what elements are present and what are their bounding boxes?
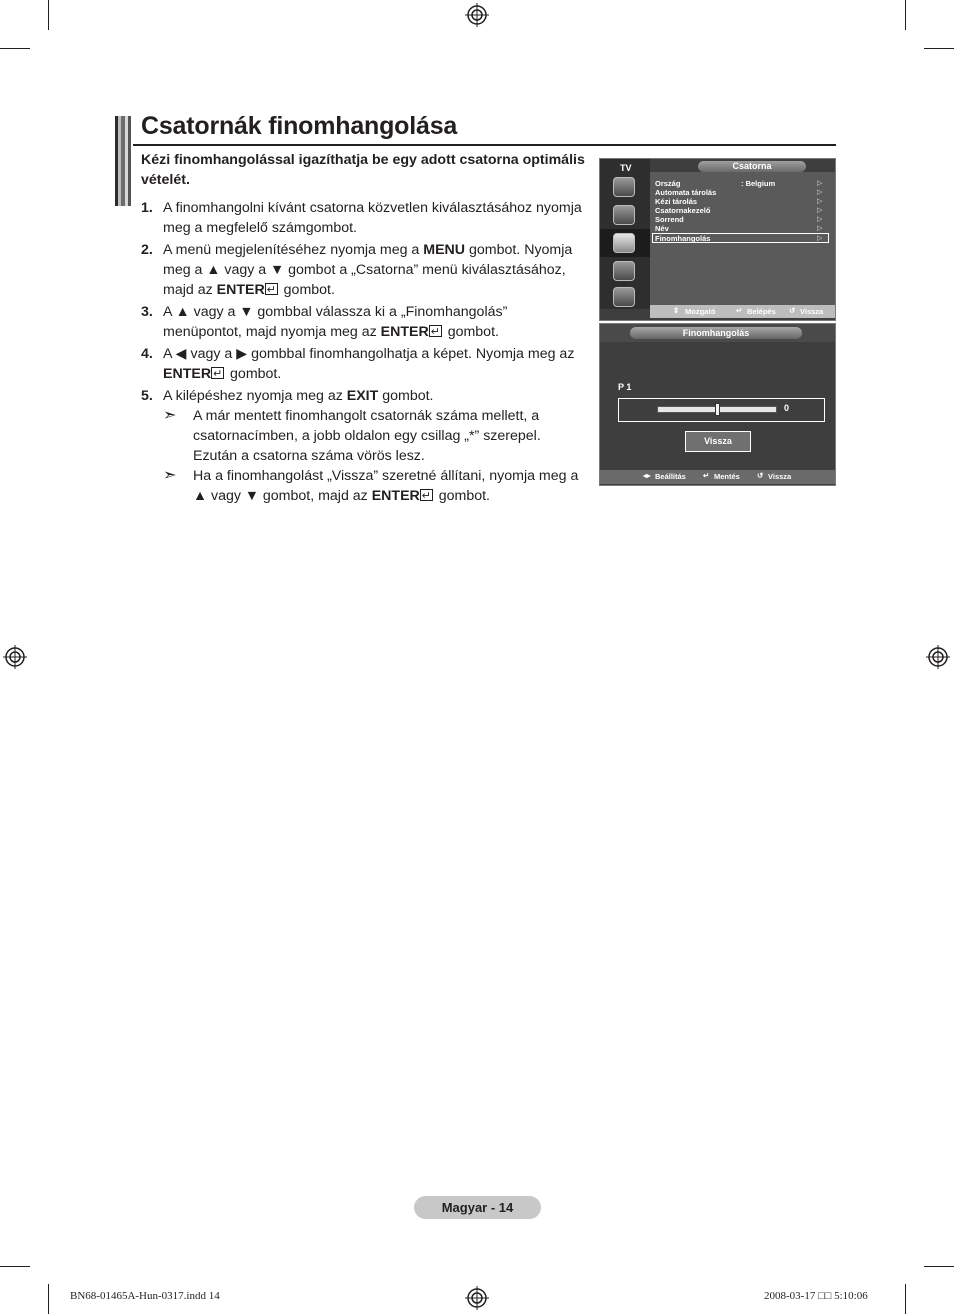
chevron-right-icon: ▷ (817, 225, 823, 232)
menu-item-country-value: : Belgium (741, 179, 776, 188)
registration-mark-icon (3, 645, 27, 669)
step-2 (141, 240, 586, 300)
footer-enter-icon: ↵ (736, 306, 743, 315)
step-number: 2. (141, 242, 153, 258)
note-text: A már mentett finomhangolt csatornák száma mellett, a csatornacímben, a jobb oldalon egy csillag „*” szerepel. Ezután a csatorna száma vörös lesz. (193, 408, 541, 464)
channel-icon (613, 233, 635, 253)
step-text: gombot. Nyomja meg a ▲ vagy a ▼ gombot a „Csatorna” menü kiválasztásához, majd az (163, 242, 573, 298)
crop-mark (924, 1266, 954, 1267)
step-text: A menü megjelenítéséhez nyomja meg a (163, 242, 424, 258)
step-number: 4. (141, 346, 153, 362)
menu-item-manual-store: Kézi tárolás (655, 197, 698, 206)
step-number: 3. (141, 304, 153, 320)
menu-item-sort: Sorrend (655, 215, 684, 224)
footer-back-icon: ↺ (789, 306, 796, 315)
crop-mark (0, 48, 30, 49)
channel-label: P 1 (618, 382, 632, 392)
note-1 (163, 406, 586, 466)
footer-enter: Belépés (747, 307, 776, 316)
step-1 (141, 198, 586, 238)
step-text: A finomhangolni kívánt csatorna közvetlen kiválasztásához nyomja meg a megfelelő számgombot. (163, 200, 582, 236)
step-text: A ▲ vagy a ▼ gombbal válassza ki a „Finomhangolás” menüpontot, majd nyomja meg az (163, 304, 508, 340)
footer-save-icon: ↵ (703, 471, 710, 480)
crop-mark (0, 1266, 30, 1267)
menu-item-auto-store: Automata tárolás (655, 188, 717, 197)
enter-icon (265, 283, 278, 295)
registration-mark-icon (465, 1286, 489, 1310)
menu-item-fine-tune: Finomhangolás (655, 234, 711, 243)
key-name: ENTER (371, 488, 420, 504)
registration-mark-icon (465, 3, 489, 27)
menu-item-channel-manager: Csatornakezelő (655, 206, 711, 215)
enter-icon (211, 367, 224, 379)
note-text: gombot. (434, 488, 491, 504)
key-name: ENTER (163, 366, 212, 382)
menu-item-name: Név (655, 224, 669, 233)
chevron-right-icon: ▷ (817, 180, 823, 187)
footer-move: Mozgató (685, 307, 716, 316)
step-text: gombot. (279, 282, 335, 298)
reset-button: Vissza (685, 431, 751, 452)
step-text: A kilépéshez nyomja meg az (163, 388, 347, 404)
finetune-value: 0 (784, 403, 790, 413)
footer-back-icon: ↺ (757, 471, 764, 480)
registration-mark-icon (926, 645, 950, 669)
footer-back: Vissza (768, 472, 792, 481)
menu-header: Csatorna (698, 161, 806, 172)
input-icon (613, 287, 635, 307)
page-title: Csatornák finomhangolása (141, 112, 458, 140)
picture-icon (613, 177, 635, 197)
title-accent-bar (115, 116, 131, 206)
enter-icon (429, 325, 442, 337)
note-arrow-icon: ➣ (163, 407, 177, 424)
menu-item-country: Ország (655, 179, 681, 188)
tv-label: TV (620, 163, 632, 173)
step-number: 1. (141, 200, 153, 216)
key-name: ENTER (216, 282, 265, 298)
key-name: MENU (423, 242, 466, 258)
slug-left: BN68-01465A-Hun-0317.indd 14 (70, 1290, 220, 1302)
slider-knob (715, 403, 720, 416)
note-arrow-icon: ➣ (163, 467, 177, 484)
step-text: A ◀ vagy a ▶ gombbal finomhangolhatja a képet. Nyomja meg az (163, 346, 575, 362)
chevron-right-icon: ▷ (817, 216, 823, 223)
crop-mark (48, 1284, 49, 1314)
note-2 (163, 466, 586, 506)
note-text: Ha a finomhangolást „Vissza” szeretné állítani, nyomja meg a ▲ vagy ▼ gombot, majd az (193, 468, 579, 504)
finetune-header: Finomhangolás (630, 327, 802, 339)
crop-mark (48, 0, 49, 30)
step-text: gombot. (443, 324, 499, 340)
instructions (141, 150, 586, 508)
step-text: gombot. (226, 366, 282, 382)
key-name: EXIT (346, 388, 379, 404)
chevron-right-icon: ▷ (817, 235, 823, 242)
setup-icon (613, 261, 635, 281)
step-4 (141, 344, 586, 384)
footer-save: Mentés (714, 472, 740, 481)
footer-back: Vissza (800, 307, 824, 316)
crop-mark (905, 0, 906, 30)
step-number: 5. (141, 388, 153, 404)
tv-menu-screenshot (599, 158, 836, 321)
chevron-right-icon: ▷ (817, 207, 823, 214)
enter-icon (420, 489, 433, 501)
menu-highlight (652, 233, 829, 243)
intro-text: Kézi finomhangolással igazíthatja be egy adott csatorna optimális vételét. (141, 152, 585, 188)
slug-right: 2008-03-17 □□ 5:10:06 (764, 1290, 868, 1302)
crop-mark (905, 1284, 906, 1314)
footer-adjust: Beállítás (655, 472, 686, 481)
step-5 (141, 386, 586, 506)
sound-icon (613, 205, 635, 225)
footer-adjust-icon: ◂▸ (643, 471, 651, 480)
step-3 (141, 302, 586, 342)
tv-finetune-screenshot (599, 323, 836, 486)
footer-move-icon: ⇕ (673, 306, 680, 315)
step-text: gombot. (378, 388, 434, 404)
crop-mark (924, 48, 954, 49)
key-name: ENTER (380, 324, 429, 340)
title-rule (133, 144, 836, 146)
chevron-right-icon: ▷ (817, 189, 823, 196)
page-number-badge: Magyar - 14 (414, 1196, 541, 1219)
chevron-right-icon: ▷ (817, 198, 823, 205)
